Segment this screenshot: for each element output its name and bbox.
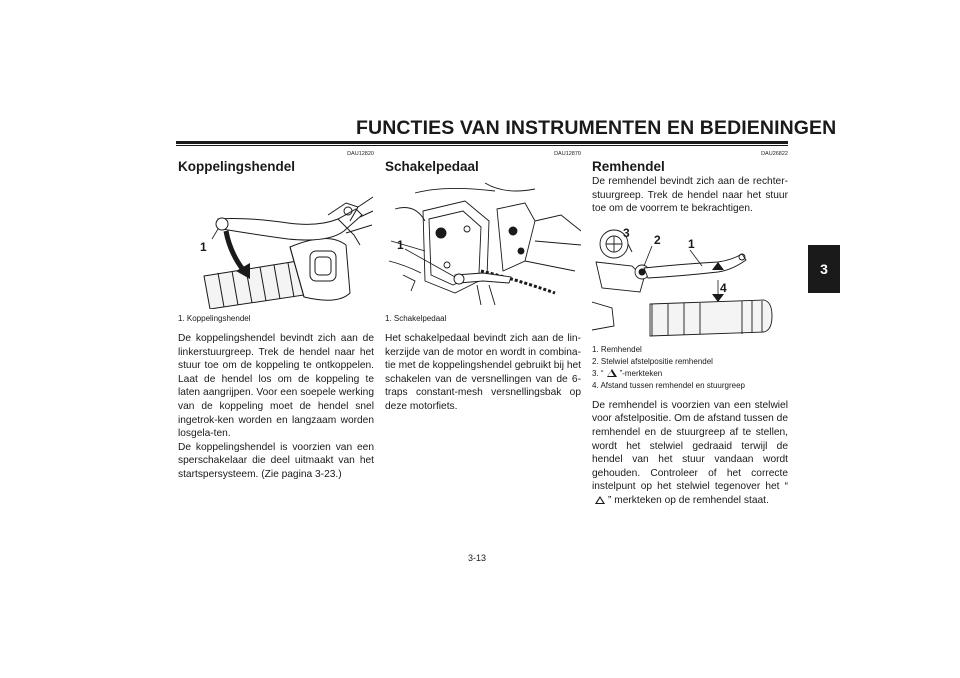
figure-callout-1: 1: [397, 238, 404, 252]
chapter-tab: 3: [808, 245, 840, 293]
figure-callout-1: 1: [688, 236, 695, 251]
section-title: Remhendel: [592, 159, 665, 174]
figure-callout-1: 1: [200, 240, 207, 254]
body-text-part: De remhendel is voorzien van een stelwiel voor afstelpositie. Om de afstand tussen de remhendel en de stuurgreep af te stellen, wordt het stelwiel gedraaid terwijl de hendel van het stuur vandaan wordt gehouden. Controleer of het correcte instelpunt op het stelwiel tegenover het “: [592, 399, 788, 493]
section-shift-pedal: [385, 150, 581, 414]
page-number: 3-13: [468, 553, 487, 563]
caption-prefix: 3. “: [592, 368, 604, 378]
body-paragraph: De remhendel bevindt zich aan de rechter-stuurgreep. Trek de hendel naar het stuur toe om de voorrem te bekrachtigen.: [592, 176, 788, 215]
figure-caption: 1. Schakelpedaal: [385, 314, 447, 323]
figure-callout-4: 4: [720, 280, 727, 295]
section-code: DAU26822: [761, 151, 788, 157]
section-code: DAU12870: [554, 151, 581, 157]
figure-captions: [592, 344, 788, 392]
page-header-title: FUNCTIES VAN INSTRUMENTEN EN BEDIENINGEN: [356, 117, 837, 139]
figure-caption: 4. Afstand tussen remhendel en stuurgreep: [592, 380, 745, 390]
caption-suffix: ”-merkteken: [619, 368, 663, 378]
body-paragraph: De koppelingshendel bevindt zich aan de linkerstuurgreep. Trek de hendel naar het stuur toe om de koppeling te ontkoppelen. Laat de hendel los om de koppeling te laten aangrijpen. Voor een soepele werking van de koppeling moet de hendel snel ingetrok-ken worden en langzaam worden losgela-ten.: [178, 333, 374, 440]
section-title: Schakelpedaal: [385, 159, 479, 174]
section-code: DAU12820: [347, 151, 374, 157]
triangle-mark-icon: [595, 496, 605, 504]
header-rule: [176, 141, 788, 144]
header-rule-thin: [176, 145, 788, 146]
figure-caption: [592, 368, 788, 380]
shift-pedal-illustration: [385, 181, 581, 309]
clutch-lever-figure: [178, 181, 374, 309]
figure-caption: 1. Koppelingshendel: [178, 314, 251, 323]
triangle-mark-icon: [607, 369, 617, 377]
brake-lever-illustration: [592, 222, 788, 342]
section-title: Koppelingshendel: [178, 159, 296, 174]
figure-callout-3: 3: [623, 225, 630, 240]
shift-pedal-figure: [385, 181, 581, 309]
body-text-part: ” merkteken op de remhendel staat.: [608, 494, 769, 506]
figure-caption: 1. Remhendel: [592, 344, 642, 354]
brake-lever-figure: [592, 222, 788, 342]
body-paragraph: Het schakelpedaal bevindt zich aan de lin-kerzijde van de motor en wordt in combina-tie met de koppelingshendel gebruikt bij het schakelen van de versnellingen van de 6-traps constant-mesh versnellingsbak op deze motorfiets.: [385, 333, 581, 412]
body-paragraph: De koppelingshendel is voorzien van een sperschakelaar die deel uitmaakt van het startspersysteem. (Zie pagina 3-23.): [178, 441, 374, 480]
figure-caption: 2. Stelwiel afstelpositie remhendel: [592, 356, 713, 366]
section-brake-lever: [592, 150, 788, 508]
section-clutch: [178, 150, 374, 482]
figure-callout-2: 2: [654, 232, 661, 247]
clutch-lever-illustration: [178, 181, 374, 309]
body-paragraph: [592, 399, 788, 508]
